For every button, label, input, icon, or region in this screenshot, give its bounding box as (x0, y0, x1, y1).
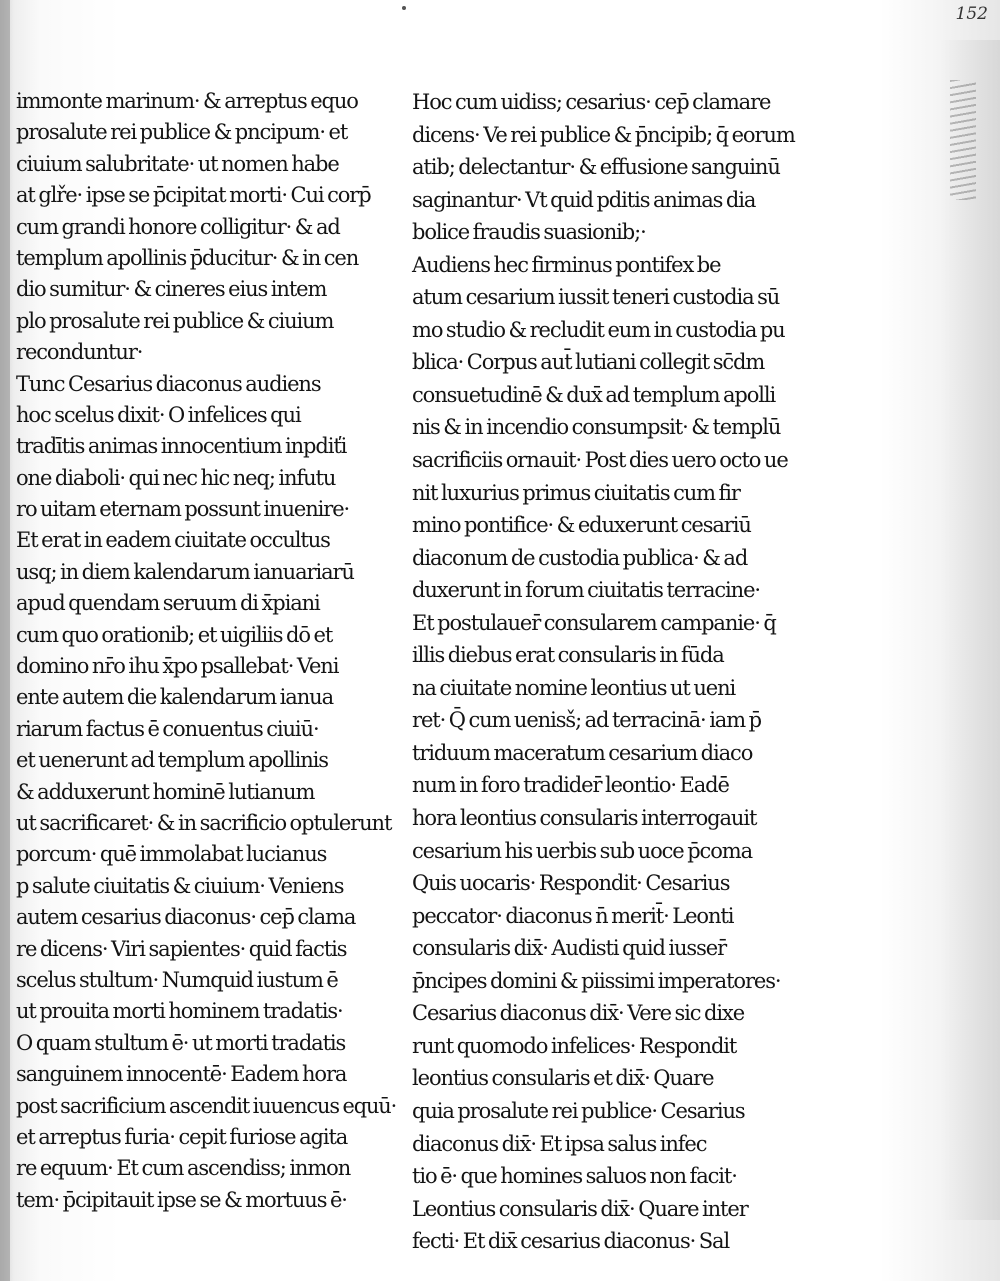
text-line: re equum· Et cum ascendiss; inmon (16, 1156, 351, 1181)
text-line: cum quo orationib; et uigiliis dō et (16, 622, 333, 647)
text-line: tem· p̄cipitauit ipse se & mortuus ē· (16, 1187, 347, 1212)
text-line: ente autem die kalendarum ianua (16, 685, 333, 710)
text-line: dio sumitur· & cineres eius intem (16, 277, 327, 302)
text-line: re dicens· Viri sapientes· quid factis (16, 936, 347, 961)
right-column (412, 86, 824, 1258)
text-line: bolice fraudis suasionib;· (412, 220, 646, 245)
text-line: diaconus dix̄· Et ipsa salus infec (412, 1131, 707, 1156)
text-line: ro uitam eternam possunt inuenire· (16, 497, 350, 522)
binding-gutter (0, 0, 10, 1281)
page-edge-shadow (940, 40, 1000, 1220)
text-line: Hoc cum uidiss; cesarius· cep̄ clamare (412, 90, 771, 114)
text-line: na ciuitate nomine leontius ut ueni (412, 675, 736, 700)
text-line: domino nr̄o ihu x̄po psallebat· Veni (16, 654, 339, 679)
text-line: triduum maceratum cesarium diaco (412, 740, 753, 765)
text-line: et arreptus furia· cepit furiose agita (16, 1124, 348, 1149)
text-line: runt quomodo infelices· Respondit (412, 1033, 737, 1058)
text-line: at glře· ipse se p̄cipitat morti· Cui corp̄ (16, 183, 371, 208)
text-line: scelus stultum· Numquid iustum ē (16, 967, 338, 992)
text-line: fecti· Et dix̄ cesarius diaconus· Sal (412, 1229, 730, 1254)
text-line: ciuium salubritate· ut nomen habe (16, 151, 339, 176)
text-line: nis & in incendio consumpsit· & templū (412, 415, 781, 440)
text-line: tio ē· que homines saluos non facit· (412, 1164, 737, 1189)
text-line: p̄ncipes domini & piissimi imperatores· (412, 968, 781, 993)
text-line: sanguinem innocentē· Eadem hora (16, 1062, 347, 1087)
margin-drawing (950, 80, 976, 200)
text-line: leontius consularis et dix̄· Quare (412, 1066, 714, 1091)
text-line: reconduntur· (16, 340, 143, 365)
text-line: ut sacrificaret· & in sacrificio optulerunt (16, 810, 392, 835)
text-line: atum cesarium iussit teneri custodia sū (412, 285, 780, 310)
text-line: one diaboli· qui nec hic neq; infutu (16, 465, 336, 490)
text-line: Et erat in eadem ciuitate occultus (16, 528, 330, 553)
text-line: Tunc Cesarius diaconus audiens (16, 371, 321, 396)
text-line: diaconum de custodia publica· & ad (412, 545, 748, 570)
folio-number: 152 (955, 4, 988, 24)
text-line: ut prouita morti hominem tradatis· (16, 999, 343, 1024)
text-line: illis diebus erat consularis in fūda (412, 643, 724, 668)
left-column (16, 86, 396, 1216)
text-line: post sacrificium ascendit iuuencus equū· (16, 1093, 397, 1118)
text-line: usq; in diem kalendarum ianuariarū (16, 559, 354, 584)
text-line: Et postulauer̄ consularem campanie· q̄ (412, 610, 776, 635)
text-line: cesarium his uerbis sub uoce p̄coma (412, 838, 752, 863)
text-line: plo prosalute rei publice & ciuium (16, 308, 334, 333)
text-line: prosalute rei publice & pncipum· et (16, 120, 348, 145)
text-line: num in foro tradider̄ leontio· Eadē (412, 773, 729, 798)
text-line: peccator· diaconus n̄ merit̄· Leonti (412, 903, 734, 928)
ink-speck (402, 6, 406, 10)
text-line: Quis uocaris· Respondit· Cesarius (412, 871, 730, 896)
text-line: sacrificiis ornauit· Post dies uero octo ue (412, 448, 788, 473)
text-line: O quam stultum ē· ut morti tradatis (16, 1030, 346, 1055)
text-line: consuetudinē & dux̄ ad templum apolli (412, 382, 776, 407)
text-line: p salute ciuitatis & ciuium· Veniens (16, 873, 344, 898)
text-line: consularis dix̄· Audisti quid iusser̄ (412, 936, 727, 961)
text-line: nit luxurius primus ciuitatis cum fir (412, 480, 740, 505)
text-line: mo studio & recludit eum in custodia pu (412, 317, 785, 342)
text-line: dicens· Ve rei publice & p̄ncipib; q̄ eorum (412, 122, 795, 147)
text-line: saginantur· Vt quid pditis animas dia (412, 187, 756, 212)
text-line: duxerunt in forum ciuitatis terracine· (412, 578, 760, 603)
text-line: Leontius consularis dix̄· Quare inter (412, 1196, 748, 1221)
text-line: tradītis animas innocentium inpdiťi (16, 434, 347, 459)
text-line: & adduxerunt hominē lutianum (16, 779, 315, 804)
text-line: autem cesarius diaconus· cep̄ clama (16, 905, 356, 930)
text-line: templum apollinis p̄ducitur· & in cen (16, 245, 359, 270)
text-line: mino pontifice· & eduxerunt cesariū (412, 513, 751, 538)
text-line: ret· Q̄ cum uenisš; ad terracinā· iam p̄ (412, 708, 761, 733)
text-line: quia prosalute rei publice· Cesarius (412, 1098, 745, 1123)
text-line: et uenerunt ad templum apollinis (16, 748, 328, 773)
text-line: Cesarius diaconus dix̄· Vere sic dixe (412, 1001, 745, 1026)
text-line: hora leontius consularis interrogauit (412, 806, 757, 831)
text-line: hoc scelus dixit· O infelices qui (16, 402, 301, 427)
text-line: atib; delectantur· & effusione sanguinū (412, 155, 780, 180)
text-line: cum grandi honore colligitur· & ad (16, 214, 340, 239)
text-line: porcum· quē immolabat lucianus (16, 842, 327, 867)
text-line: blica· Corpus aut̄ lutiani collegit sc̄dm (412, 350, 765, 375)
text-line: immonte marinum· & arreptus equo (16, 89, 358, 113)
text-line: Audiens hec firminus pontifex be (412, 252, 721, 277)
text-line: riarum factus ē conuentus ciuiū· (16, 716, 319, 741)
text-line: apud quendam seruum di x̄piani (16, 591, 320, 616)
